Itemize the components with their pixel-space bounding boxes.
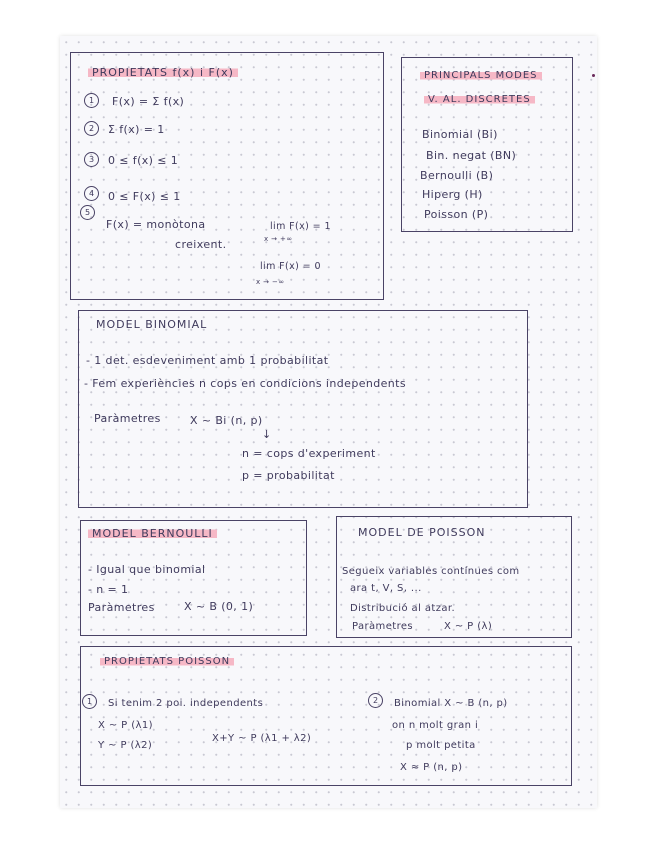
poisson-property-2-line2: on n molt gran i: [392, 720, 479, 731]
properties-fx-box: [70, 52, 384, 300]
item-number-3: 3: [84, 152, 99, 167]
limit-plus-infinity-sub: x → +∞: [264, 235, 293, 243]
property-5-line1: F(x) = monòtona: [106, 218, 206, 231]
binomial-arrow: ↓: [262, 428, 272, 441]
poisson-title: MODEL DE POISSON: [358, 526, 486, 539]
poisson-property-number-2: 2: [368, 693, 383, 708]
poisson-property-1-y: Y ~ P (λ2): [98, 740, 153, 751]
notebook-page: [60, 36, 597, 808]
binomial-p-definition: p = probabilitat: [242, 469, 335, 482]
poisson-property-1-sum: X+Y ~ P (λ1 + λ2): [212, 733, 312, 744]
model-item: Bernoulli (B): [420, 169, 494, 182]
limit-minus-infinity: lim F(x) = 0: [260, 261, 321, 272]
ink-mark: [592, 74, 595, 77]
binomial-formula: X ~ Bi (n, p): [190, 414, 263, 427]
item-number-2: 2: [84, 121, 99, 136]
poisson-property-number-1: 1: [82, 694, 97, 709]
poisson-line-2: ara t, V, S, ...: [350, 583, 422, 594]
properties-fx-title: PROPIETATS f(x) i F(x): [88, 66, 238, 79]
main-models-box: [401, 57, 573, 232]
property-5-line2: creixent.: [175, 238, 227, 251]
item-number-4: 4: [84, 186, 99, 201]
poisson-properties-title: PROPIETATS POISSON: [100, 656, 234, 667]
poisson-parameters-label: Paràmetres: [352, 621, 414, 632]
bernoulli-line-2: - n = 1: [88, 583, 129, 596]
bernoulli-parameters-label: Paràmetres: [88, 601, 155, 614]
model-item: Bin. negat (BN): [426, 149, 517, 162]
binomial-title: MODEL BINOMIAL: [96, 318, 208, 331]
property-2: Σ f(x) = 1: [108, 123, 165, 136]
model-item: Poisson (P): [424, 208, 489, 221]
bernoulli-title: MODEL BERNOULLI: [88, 527, 217, 540]
item-number-1: 1: [84, 93, 99, 108]
item-number-5: 5: [80, 205, 95, 220]
main-models-title-line2: V. AL. DISCRETES: [424, 94, 535, 105]
property-4: 0 ≤ F(x) ≤ 1: [108, 190, 181, 203]
poisson-property-1-line1: Si tenim 2 poi. independents: [108, 698, 264, 709]
binomial-n-definition: n = cops d'experiment: [242, 447, 376, 460]
binomial-line-1: - 1 det. esdeveniment amb 1 probabilitat: [86, 354, 329, 367]
bernoulli-formula: X ~ B (0, 1): [184, 600, 254, 613]
poisson-properties-box: [80, 646, 572, 786]
poisson-formula: X ~ P (λ): [444, 621, 493, 632]
property-3: 0 ≤ f(x) ≤ 1: [108, 154, 179, 167]
poisson-property-2-line1: Binomial X ~ B (n, p): [394, 698, 508, 709]
binomial-parameters-label: Paràmetres: [94, 412, 161, 425]
model-item: Binomial (Bi): [422, 128, 498, 141]
poisson-property-2-line4: X ≈ P (n, p): [400, 762, 463, 773]
property-1: F(x) = Σ f(x): [112, 95, 185, 108]
model-item: Hiperg (H): [422, 188, 483, 201]
limit-minus-infinity-sub: x → −∞: [256, 278, 285, 286]
poisson-line-3: Distribució al atzar.: [350, 603, 456, 614]
bernoulli-line-1: - Igual que binomial: [88, 563, 206, 576]
poisson-line-1: Segueix variables contínues com: [342, 566, 520, 577]
main-models-title-line1: PRINCIPALS MODES: [420, 70, 542, 81]
poisson-property-1-x: X ~ P (λ1): [98, 720, 153, 731]
binomial-line-2: - Fem experiències n cops en condicions independents: [84, 377, 406, 390]
poisson-property-2-line3: p molt petita: [406, 740, 476, 751]
limit-plus-infinity: lim F(x) = 1: [270, 221, 331, 232]
